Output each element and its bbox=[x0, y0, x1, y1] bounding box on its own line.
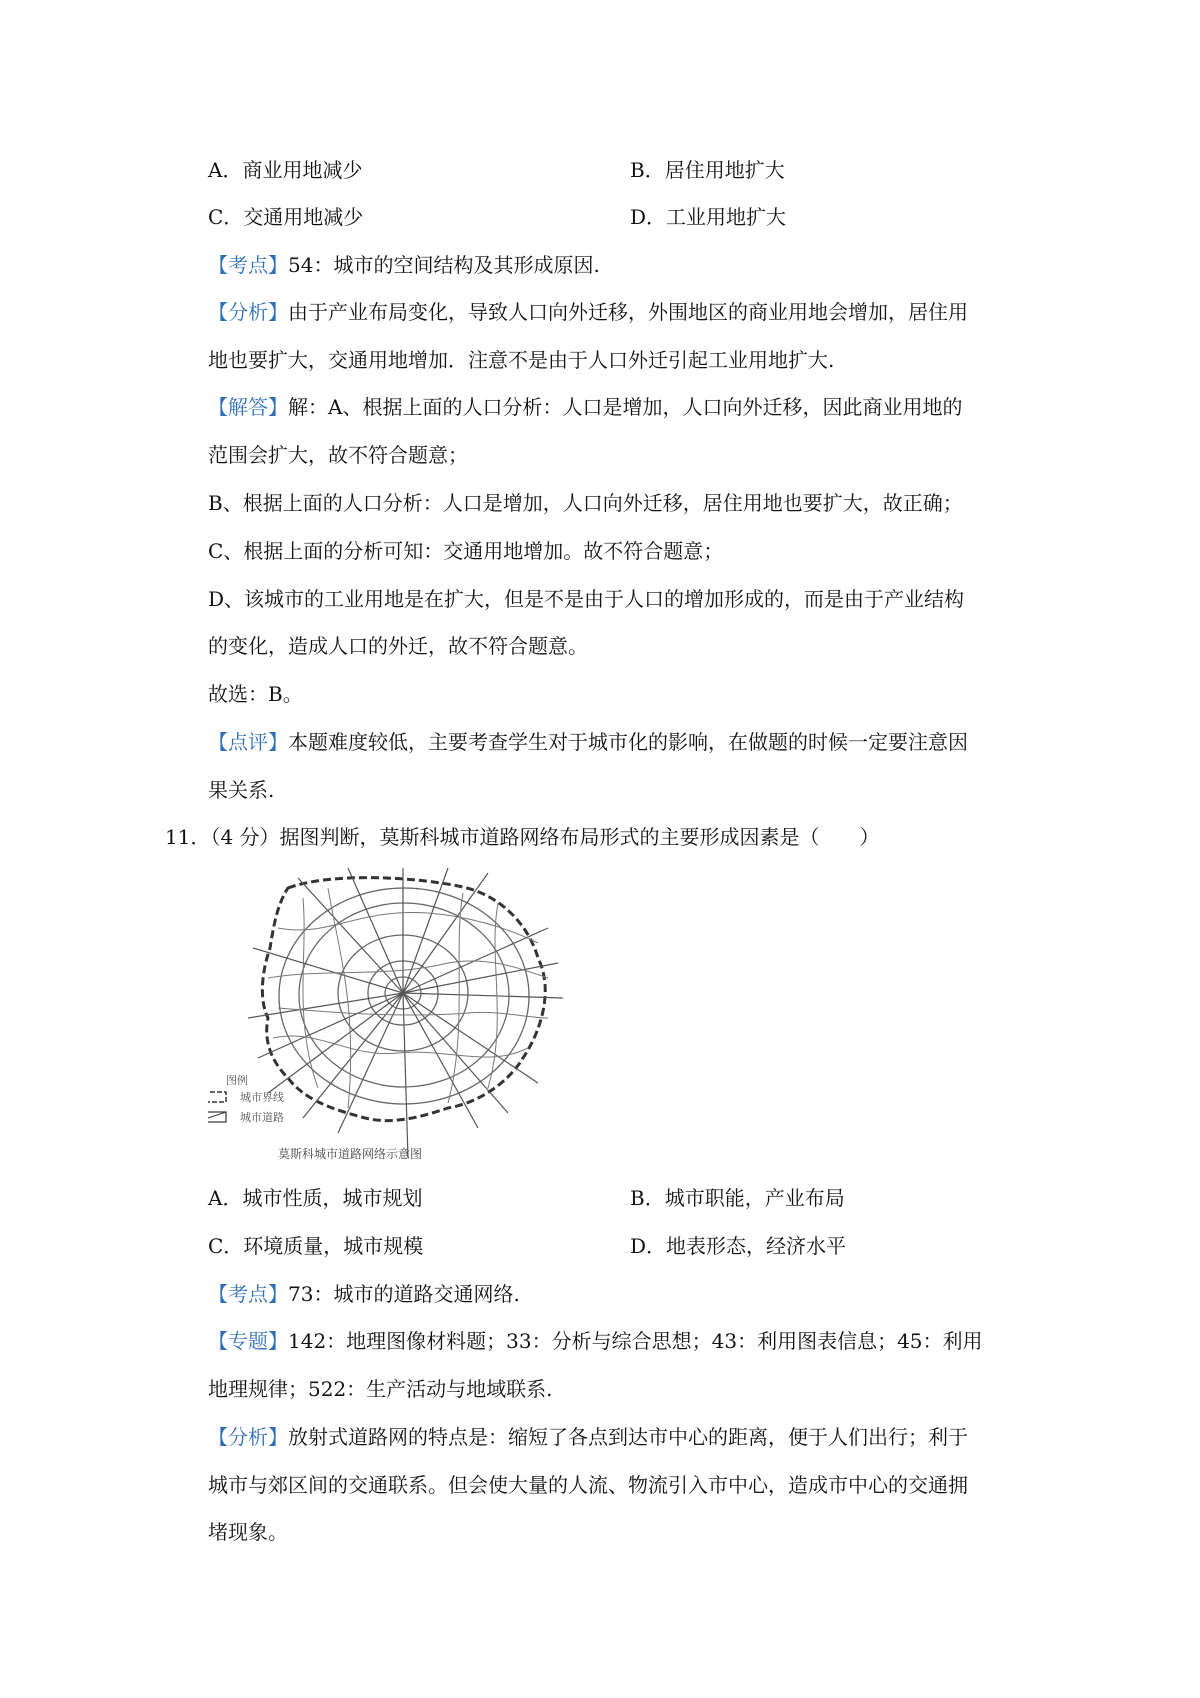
legend-road-line bbox=[208, 1112, 226, 1122]
legend-title: 图例 bbox=[226, 1074, 248, 1087]
q10-option-d: D．工业用地扩大 bbox=[630, 205, 787, 229]
q10-jieda-line4: C、根据上面的分析可知：交通用地增加。故不符合题意； bbox=[208, 539, 724, 563]
jieda-text: 解：A、根据上面的人口分析：人口是增加，人口向外迁移，因此商业用地的 bbox=[288, 395, 963, 419]
q10-option-a: A．商业用地减少 bbox=[208, 158, 363, 182]
q10-jieda-line6: 的变化，造成人口的外迁，故不符合题意。 bbox=[208, 634, 588, 658]
kaodian-text: 54：城市的空间结构及其形成原因. bbox=[288, 253, 600, 277]
q11-option-b: B．城市职能，产业布局 bbox=[630, 1186, 845, 1210]
q10-jieda-line5: D、该城市的工业用地是在扩大，但是不是由于人口的增加形成的，而是由于产业结构 bbox=[208, 587, 965, 611]
city-boundary bbox=[262, 878, 545, 1121]
q11-kaodian bbox=[208, 1280, 520, 1308]
q11-option-c: C．环境质量，城市规模 bbox=[208, 1234, 424, 1258]
zhuanti-tag: 【专题】 bbox=[208, 1329, 288, 1353]
q11-option-a: A．城市性质，城市规划 bbox=[208, 1186, 423, 1210]
radial-roads bbox=[248, 868, 563, 1158]
legend-boundary-swatch bbox=[208, 1092, 226, 1102]
legend-boundary-label: 城市界线 bbox=[240, 1091, 284, 1104]
q10-dianping-line1 bbox=[208, 728, 968, 756]
q10-jieda-line2: 范围会扩大，故不符合题意； bbox=[208, 443, 468, 467]
q11-fenxi-line3: 堵现象。 bbox=[208, 1520, 288, 1544]
q10-jieda-line1 bbox=[208, 393, 962, 421]
dianping-text: 本题难度较低，主要考查学生对于城市化的影响，在做题的时候一定要注意因 bbox=[288, 730, 968, 754]
kaodian-text: 73：城市的道路交通网络. bbox=[288, 1282, 520, 1306]
q10-option-b: B．居住用地扩大 bbox=[630, 158, 785, 182]
q10-option-c: C．交通用地减少 bbox=[208, 205, 364, 229]
q10-fenxi-line2: 地也要扩大，交通用地增加．注意不是由于人口外迁引起工业用地扩大. bbox=[208, 348, 835, 372]
moscow-road-network-figure bbox=[208, 868, 578, 1168]
fenxi-tag: 【分析】 bbox=[208, 300, 288, 324]
q11-fenxi-line2: 城市与郊区间的交通联系。但会使大量的人流、物流引入市中心，造成市中心的交通拥 bbox=[208, 1473, 968, 1497]
q11-zhuanti-line2: 地理规律；522：生产活动与地域联系. bbox=[208, 1377, 553, 1401]
q10-jieda-line3: B、根据上面的人口分析：人口是增加，人口向外迁移，居住用地也要扩大，故正确； bbox=[208, 491, 963, 515]
q10-jieda-line7: 故选：B。 bbox=[208, 682, 303, 706]
q10-fenxi-line1 bbox=[208, 298, 968, 326]
q11-fenxi-line1 bbox=[208, 1423, 968, 1451]
legend-road-label: 城市道路 bbox=[240, 1111, 284, 1124]
fenxi-text: 由于产业布局变化，导致人口向外迁移，外围地区的商业用地会增加，居住用 bbox=[288, 300, 968, 324]
kaodian-tag: 【考点】 bbox=[208, 253, 288, 277]
fenxi-text: 放射式道路网的特点是：缩短了各点到达市中心的距离，便于人们出行；利于 bbox=[288, 1425, 968, 1449]
zhuanti-text: 142：地理图像材料题；33：分析与综合思想；43：利用图表信息；45：利用 bbox=[288, 1329, 983, 1353]
jieda-tag: 【解答】 bbox=[208, 395, 288, 419]
dianping-tag: 【点评】 bbox=[208, 730, 288, 754]
kaodian-tag: 【考点】 bbox=[208, 1282, 288, 1306]
q10-dianping-line2: 果关系. bbox=[208, 778, 275, 802]
q10-kaodian bbox=[208, 251, 600, 279]
q11-option-d: D．地表形态，经济水平 bbox=[630, 1234, 847, 1258]
q11-zhuanti-line1 bbox=[208, 1327, 983, 1355]
fenxi-tag: 【分析】 bbox=[208, 1425, 288, 1449]
road-network-map bbox=[208, 868, 578, 1168]
figure-caption: 莫斯科城市道路网络示意图 bbox=[278, 1147, 423, 1161]
q11-stem: 11．（4 分）据图判断，莫斯科城市道路网络布局形式的主要形成因素是（ ） bbox=[165, 825, 880, 849]
